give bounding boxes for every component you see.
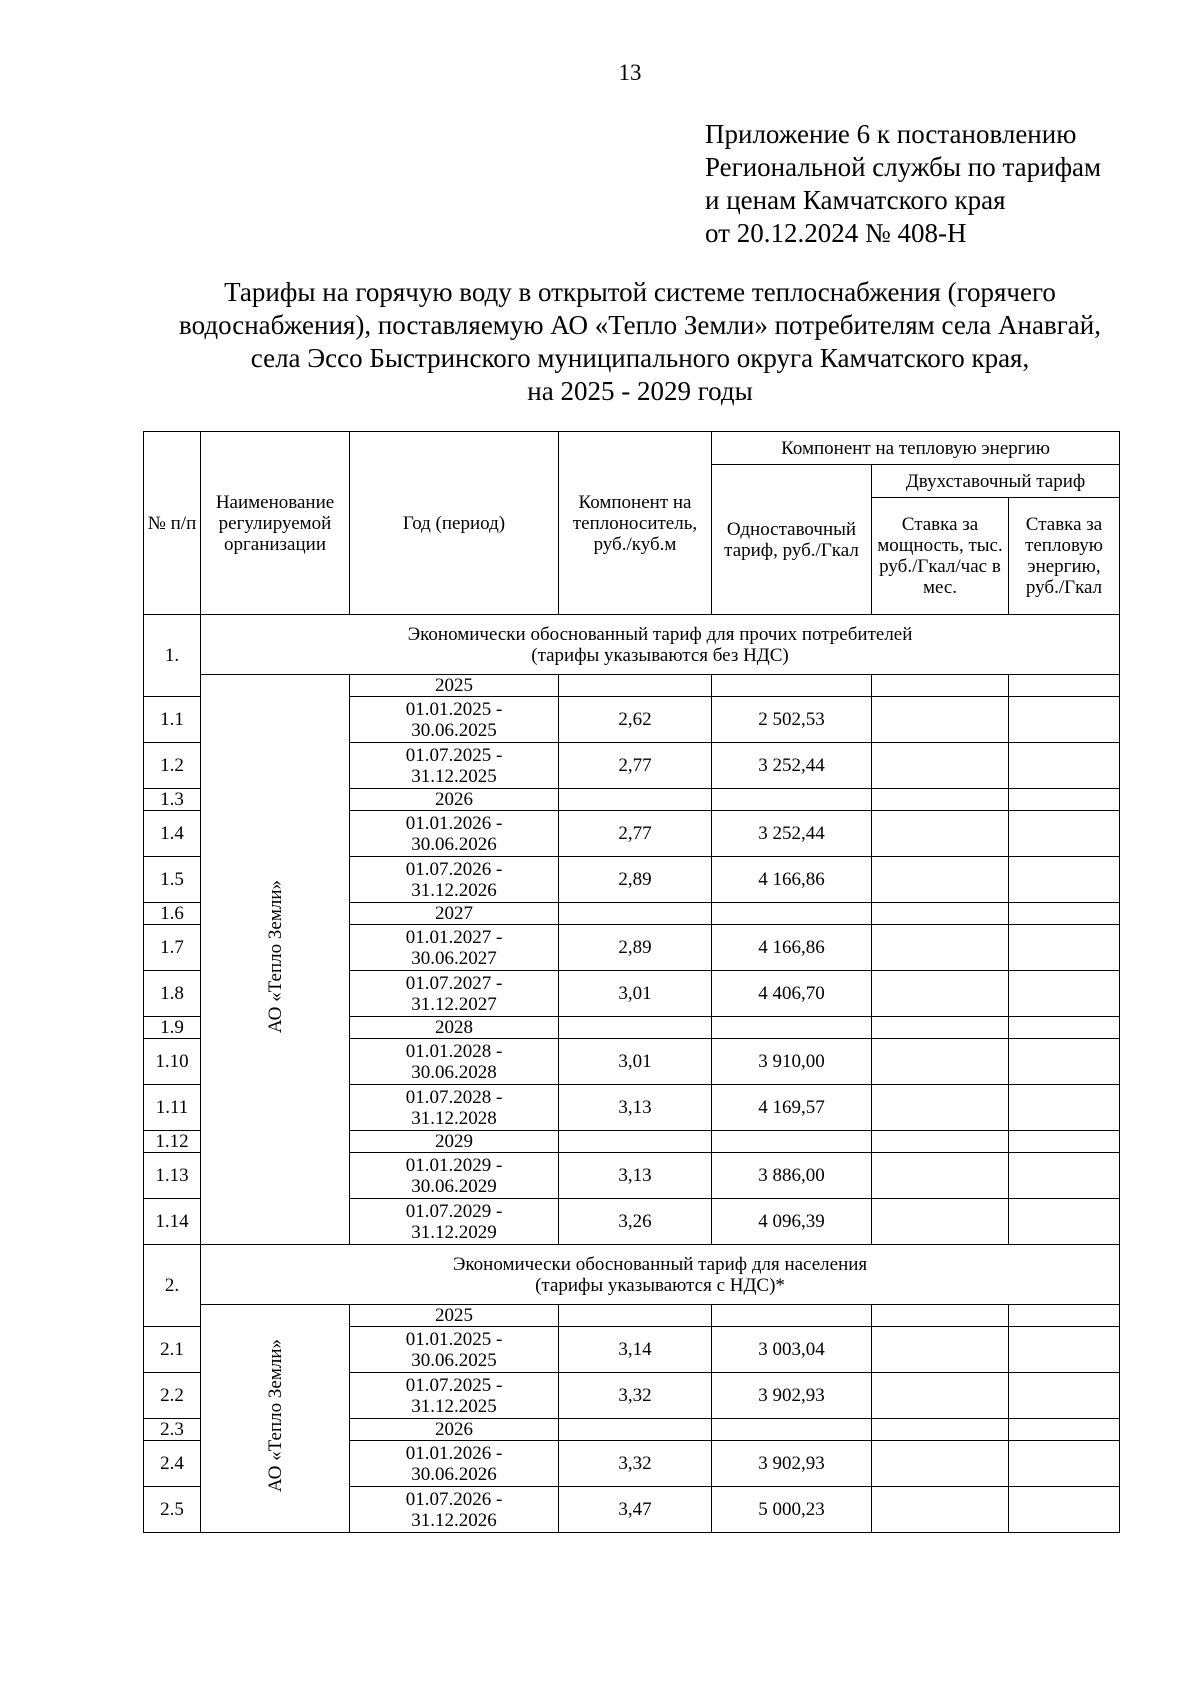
header-org: Наименование регулируемой организации [201, 432, 350, 615]
carrier-value: 2,77 [559, 811, 712, 857]
row-number: 1.7 [144, 925, 201, 971]
period-start: 01.01.2028 - [405, 1040, 503, 1062]
appendix-line: Региональной службы по тарифам [705, 152, 1102, 182]
energy-rate-value [1009, 1199, 1120, 1245]
title-line: водоснабжения), поставляемую АО «Тепло Земли» потребителям села Анавгай, [179, 310, 1101, 340]
carrier-value [559, 675, 712, 697]
page-number: 13 [618, 60, 642, 85]
capacity-rate-value [872, 811, 1009, 857]
energy-rate-value [1009, 925, 1120, 971]
header-two-rate: Двухставочный тариф [872, 465, 1120, 498]
single-rate-value: 4 096,39 [712, 1199, 872, 1245]
period-end: 31.12.2027 [411, 993, 497, 1015]
carrier-value: 3,32 [559, 1441, 712, 1487]
row-number: 1.8 [144, 971, 201, 1017]
capacity-rate-value [872, 1373, 1009, 1419]
section-title-line: Экономически обоснованный тариф для прочих потребителей [407, 623, 913, 645]
energy-rate-value [1009, 857, 1120, 903]
row-number: 1.13 [144, 1153, 201, 1199]
period-cell [350, 857, 559, 903]
energy-rate-value [1009, 811, 1120, 857]
section-title-line: Экономически обоснованный тариф для населения [452, 1253, 868, 1275]
period-cell: 2026 [350, 1419, 559, 1441]
period-start: 01.01.2025 - [405, 698, 503, 720]
period-end: 31.12.2026 [411, 1509, 497, 1531]
energy-rate-value [1009, 1131, 1120, 1153]
header-num: № п/п [144, 432, 201, 615]
organization-name: АО «Тепло Земли» [264, 880, 286, 1034]
header-carrier: Компонент на теплоноситель, руб./куб.м [559, 432, 712, 615]
table-row [144, 675, 1120, 697]
period-end: 31.12.2028 [411, 1107, 497, 1129]
row-number: 2.3 [144, 1419, 201, 1441]
period-cell: 2028 [350, 1017, 559, 1039]
document-title [140, 276, 1140, 408]
organization-name: АО «Тепло Земли» [264, 1339, 286, 1493]
single-rate-value: 3 003,04 [712, 1327, 872, 1373]
header-period: Год (период) [350, 432, 559, 615]
period-cell [350, 811, 559, 857]
period-cell: 2026 [350, 789, 559, 811]
period-cell [350, 743, 559, 789]
period-end: 31.12.2029 [411, 1221, 497, 1243]
title-line: села Эссо Быстринского муниципального округа Камчатского края, [250, 343, 1030, 373]
single-rate-value: 4 166,86 [712, 925, 872, 971]
period-end: 30.06.2028 [411, 1061, 497, 1083]
period-start: 01.01.2029 - [405, 1154, 503, 1176]
carrier-value [559, 1131, 712, 1153]
capacity-rate-value [872, 857, 1009, 903]
single-rate-value [712, 1017, 872, 1039]
capacity-rate-value [872, 1327, 1009, 1373]
row-number: 2.4 [144, 1441, 201, 1487]
carrier-value: 3,13 [559, 1153, 712, 1199]
header-single-rate: Одноставочный тариф, руб./Гкал [712, 465, 872, 615]
period-cell: 2025 [350, 1305, 559, 1327]
row-number: 2.2 [144, 1373, 201, 1419]
carrier-value: 2,62 [559, 697, 712, 743]
header-capacity-rate: Ставка за мощность, тыс. руб./Гкал/час в мес. [872, 498, 1009, 615]
period-end: 30.06.2029 [411, 1175, 497, 1197]
table-body [144, 615, 1120, 1533]
energy-rate-value [1009, 1441, 1120, 1487]
capacity-rate-value [872, 1441, 1009, 1487]
carrier-value: 3,47 [559, 1487, 712, 1533]
carrier-value [559, 1419, 712, 1441]
capacity-rate-value [872, 1039, 1009, 1085]
period-end: 30.06.2025 [411, 719, 497, 741]
period-end: 31.12.2026 [411, 879, 497, 901]
capacity-rate-value [872, 697, 1009, 743]
period-cell: 2027 [350, 903, 559, 925]
single-rate-value: 3 252,44 [712, 811, 872, 857]
capacity-rate-value [872, 1131, 1009, 1153]
carrier-value: 3,32 [559, 1373, 712, 1419]
row-number: 1.1 [144, 697, 201, 743]
capacity-rate-value [872, 1153, 1009, 1199]
carrier-value: 2,89 [559, 857, 712, 903]
appendix-line: и ценам Камчатского края [705, 185, 1006, 215]
row-number: 1.4 [144, 811, 201, 857]
energy-rate-value [1009, 1039, 1120, 1085]
single-rate-value: 3 252,44 [712, 743, 872, 789]
energy-rate-value [1009, 789, 1120, 811]
row-number: 1.9 [144, 1017, 201, 1039]
period-cell [350, 697, 559, 743]
carrier-value: 3,01 [559, 971, 712, 1017]
carrier-value: 2,89 [559, 925, 712, 971]
period-start: 01.07.2028 - [405, 1086, 503, 1108]
period-start: 01.01.2026 - [405, 1442, 503, 1464]
period-end: 30.06.2026 [411, 833, 497, 855]
period-cell [350, 1441, 559, 1487]
energy-rate-value [1009, 1373, 1120, 1419]
section-row [144, 615, 1120, 675]
energy-rate-value [1009, 1419, 1120, 1441]
capacity-rate-value [872, 1487, 1009, 1533]
capacity-rate-value [872, 789, 1009, 811]
carrier-value: 3,13 [559, 1085, 712, 1131]
row-number: 2.5 [144, 1487, 201, 1533]
period-cell [350, 1327, 559, 1373]
section-title-line: (тарифы указываются с НДС)* [535, 1274, 785, 1296]
single-rate-value [712, 789, 872, 811]
single-rate-value: 3 902,93 [712, 1441, 872, 1487]
energy-rate-value [1009, 1305, 1120, 1327]
row-number: 1.2 [144, 743, 201, 789]
period-start: 01.07.2026 - [405, 1488, 503, 1510]
carrier-value [559, 789, 712, 811]
capacity-rate-value [872, 1017, 1009, 1039]
energy-rate-value [1009, 697, 1120, 743]
row-number: 1.11 [144, 1085, 201, 1131]
period-end: 31.12.2025 [411, 1395, 497, 1417]
single-rate-value: 5 000,23 [712, 1487, 872, 1533]
period-start: 01.01.2027 - [405, 926, 503, 948]
title-line: на 2025 - 2029 годы [527, 376, 753, 406]
row-number: 1.10 [144, 1039, 201, 1085]
period-end: 30.06.2027 [411, 947, 497, 969]
period-cell [350, 1085, 559, 1131]
header-energy-rate: Ставка за тепловую энергию, руб./Гкал [1009, 498, 1120, 615]
period-start: 01.07.2026 - [405, 858, 503, 880]
tariff-table [143, 431, 1120, 1533]
period-start: 01.07.2027 - [405, 972, 503, 994]
period-end: 31.12.2025 [411, 765, 497, 787]
period-start: 01.01.2026 - [405, 812, 503, 834]
single-rate-value: 4 169,57 [712, 1085, 872, 1131]
single-rate-value: 2 502,53 [712, 697, 872, 743]
single-rate-value: 4 406,70 [712, 971, 872, 1017]
capacity-rate-value [872, 1419, 1009, 1441]
single-rate-value [712, 675, 872, 697]
capacity-rate-value [872, 971, 1009, 1017]
energy-rate-value [1009, 903, 1120, 925]
single-rate-value [712, 903, 872, 925]
energy-rate-value [1009, 1327, 1120, 1373]
energy-rate-value [1009, 1085, 1120, 1131]
carrier-value: 2,77 [559, 743, 712, 789]
carrier-value: 3,01 [559, 1039, 712, 1085]
capacity-rate-value [872, 675, 1009, 697]
title-line: Тарифы на горячую воду в открытой системе теплоснабжения (горячего [224, 277, 1056, 307]
carrier-value: 3,26 [559, 1199, 712, 1245]
appendix-line: от 20.12.2024 № 408-Н [705, 218, 967, 248]
period-end: 30.06.2025 [411, 1349, 497, 1371]
energy-rate-value [1009, 743, 1120, 789]
period-cell: 2025 [350, 675, 559, 697]
carrier-value [559, 1017, 712, 1039]
period-start: 01.07.2025 - [405, 744, 503, 766]
period-cell: 2029 [350, 1131, 559, 1153]
period-cell [350, 925, 559, 971]
period-end: 30.06.2026 [411, 1463, 497, 1485]
single-rate-value: 3 886,00 [712, 1153, 872, 1199]
appendix-block [705, 118, 1101, 250]
capacity-rate-value [872, 925, 1009, 971]
row-number: 1.12 [144, 1131, 201, 1153]
section-row [144, 1245, 1120, 1305]
single-rate-value: 4 166,86 [712, 857, 872, 903]
period-start: 01.01.2025 - [405, 1328, 503, 1350]
carrier-value: 3,14 [559, 1327, 712, 1373]
row-number: 1.3 [144, 789, 201, 811]
single-rate-value [712, 1131, 872, 1153]
carrier-value [559, 903, 712, 925]
period-cell [350, 1487, 559, 1533]
row-number: 2.1 [144, 1327, 201, 1373]
capacity-rate-value [872, 903, 1009, 925]
period-cell [350, 1199, 559, 1245]
energy-rate-value [1009, 971, 1120, 1017]
row-number: 1.14 [144, 1199, 201, 1245]
single-rate-value [712, 1305, 872, 1327]
capacity-rate-value [872, 743, 1009, 789]
section-title [201, 1245, 1120, 1305]
period-cell [350, 1039, 559, 1085]
energy-rate-value [1009, 1017, 1120, 1039]
row-number: 1.5 [144, 857, 201, 903]
energy-rate-value [1009, 1487, 1120, 1533]
section-title-line: (тарифы указываются без НДС) [531, 644, 789, 666]
capacity-rate-value [872, 1305, 1009, 1327]
carrier-value [559, 1305, 712, 1327]
capacity-rate-value [872, 1199, 1009, 1245]
section-number: 2. [144, 1245, 201, 1327]
header-heat-component: Компонент на тепловую энергию [712, 432, 1120, 465]
period-start: 01.07.2025 - [405, 1374, 503, 1396]
table-row [144, 1305, 1120, 1327]
row-number: 1.6 [144, 903, 201, 925]
single-rate-value: 3 902,93 [712, 1373, 872, 1419]
capacity-rate-value [872, 1085, 1009, 1131]
organization-cell [201, 1305, 350, 1533]
energy-rate-value [1009, 1153, 1120, 1199]
single-rate-value [712, 1419, 872, 1441]
period-cell [350, 1373, 559, 1419]
section-title [201, 615, 1120, 675]
organization-cell [201, 675, 350, 1245]
period-cell [350, 971, 559, 1017]
section-number: 1. [144, 615, 201, 697]
appendix-line: Приложение 6 к постановлению [705, 119, 1077, 149]
energy-rate-value [1009, 675, 1120, 697]
period-cell [350, 1153, 559, 1199]
single-rate-value: 3 910,00 [712, 1039, 872, 1085]
period-start: 01.07.2029 - [405, 1200, 503, 1222]
table-header [144, 432, 1120, 615]
